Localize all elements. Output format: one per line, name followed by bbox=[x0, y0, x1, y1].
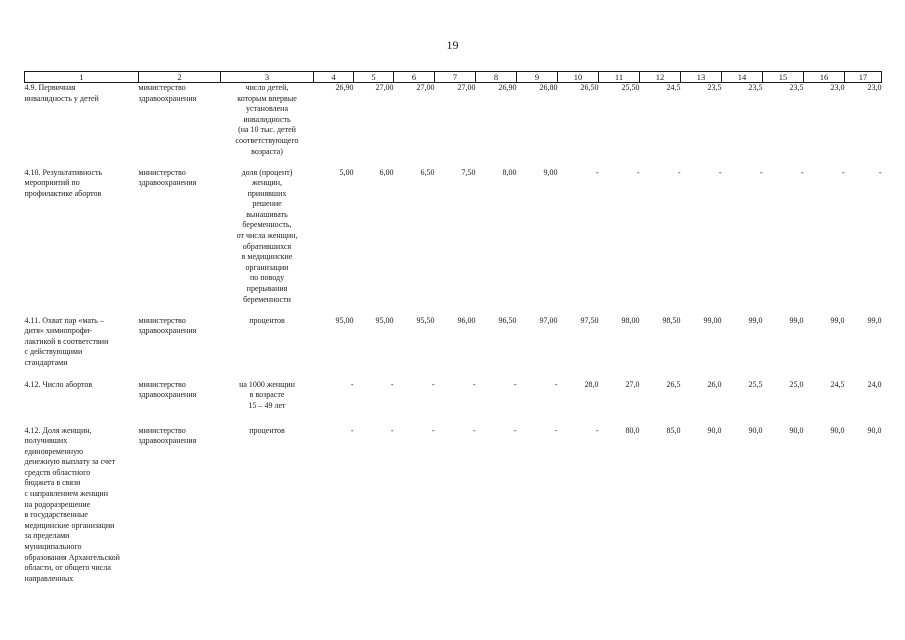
value-cell: - bbox=[390, 425, 394, 435]
unit-of-measure: доля (процент) женщин, принявших решение вынашивать беременность, от числа женщин, обратившихся в медицинские организации по поводу прерывания беременности bbox=[236, 167, 298, 304]
column-number-header: 10 bbox=[558, 72, 599, 83]
value-cell: - bbox=[841, 167, 845, 177]
value-cell: - bbox=[677, 167, 681, 177]
value-cell: - bbox=[800, 167, 804, 177]
value-cell: 96,50 bbox=[498, 315, 517, 325]
value-cell: 80,0 bbox=[625, 425, 640, 435]
value-cell: 90,0 bbox=[789, 425, 804, 435]
value-cell: - bbox=[350, 379, 354, 389]
value-cell: 26,5 bbox=[666, 379, 681, 389]
value-cell: 95,00 bbox=[375, 315, 394, 325]
value-cell: 25,0 bbox=[789, 379, 804, 389]
value-cell: - bbox=[350, 425, 354, 435]
executor: министерство здравоохранения bbox=[138, 425, 197, 446]
indicator-name: 4.12. Число абортов bbox=[24, 379, 93, 389]
unit-of-measure: число детей, которым впервые установлена инвалидность (на 10 тыс. детей соответствующего возраста) bbox=[235, 83, 299, 156]
value-cell: 24,5 bbox=[830, 379, 845, 389]
value-cell: - bbox=[472, 379, 476, 389]
column-number-header: 8 bbox=[476, 72, 517, 83]
value-cell: 8,00 bbox=[502, 167, 517, 177]
column-number-header: 7 bbox=[435, 72, 476, 83]
value-cell: 99,0 bbox=[789, 315, 804, 325]
column-number-header: 14 bbox=[722, 72, 763, 83]
value-cell: 99,00 bbox=[703, 315, 722, 325]
value-cell: 26,0 bbox=[707, 379, 722, 389]
value-cell: - bbox=[759, 167, 763, 177]
value-cell: - bbox=[595, 425, 599, 435]
column-number-header: 6 bbox=[394, 72, 435, 83]
value-cell: - bbox=[718, 167, 722, 177]
value-cell: 95,50 bbox=[416, 315, 435, 325]
column-number-header: 3 bbox=[221, 72, 314, 83]
table-row bbox=[25, 83, 882, 168]
executor: министерство здравоохранения bbox=[138, 83, 197, 103]
value-cell: 23,5 bbox=[707, 83, 722, 92]
value-cell: 24,0 bbox=[867, 379, 882, 389]
value-cell: 90,0 bbox=[707, 425, 722, 435]
executor: министерство здравоохранения bbox=[138, 379, 197, 400]
value-cell: 6,00 bbox=[379, 167, 394, 177]
value-cell: 95,00 bbox=[335, 315, 354, 325]
value-cell: 97,50 bbox=[580, 315, 599, 325]
value-cell: - bbox=[595, 167, 599, 177]
value-cell: - bbox=[472, 425, 476, 435]
value-cell: 26,50 bbox=[580, 83, 599, 92]
column-number-header: 17 bbox=[845, 72, 882, 83]
unit-of-measure: процентов bbox=[249, 425, 285, 435]
value-cell: - bbox=[390, 379, 394, 389]
value-cell: 90,0 bbox=[867, 425, 882, 435]
table-body bbox=[25, 83, 882, 585]
value-cell: 27,00 bbox=[416, 83, 435, 92]
column-number-header: 12 bbox=[640, 72, 681, 83]
indicator-name: 4.9. Первичная инвалидность у детей bbox=[24, 83, 99, 103]
value-cell: - bbox=[513, 425, 517, 435]
value-cell: 23,0 bbox=[867, 83, 882, 92]
column-number-header: 1 bbox=[25, 72, 139, 83]
unit-of-measure: на 1000 женщин в возрасте 15 – 49 лет bbox=[239, 379, 295, 410]
value-cell: 24,5 bbox=[666, 83, 681, 92]
value-cell: 28,0 bbox=[584, 379, 599, 389]
table-row bbox=[25, 168, 882, 316]
value-cell: 90,0 bbox=[748, 425, 763, 435]
value-cell: 99,0 bbox=[748, 315, 763, 325]
value-cell: - bbox=[554, 425, 558, 435]
indicator-name: 4.12. Доля женщин, получивших единовременную денежную выплату за счет средств областного бюджета в связи с направлением женщин на родоразрешение в государственные медицинские организации за пределами муниципального образования Архангельской области, от общего числа направленных bbox=[24, 425, 120, 583]
value-cell: 7,50 bbox=[461, 167, 476, 177]
value-cell: 96,00 bbox=[457, 315, 476, 325]
column-number-header: 13 bbox=[681, 72, 722, 83]
column-number-header: 16 bbox=[804, 72, 845, 83]
value-cell: - bbox=[554, 379, 558, 389]
value-cell: 26,90 bbox=[498, 83, 517, 92]
value-cell: 99,0 bbox=[867, 315, 882, 325]
unit-of-measure: процентов bbox=[249, 315, 285, 325]
value-cell: 6,50 bbox=[420, 167, 435, 177]
value-cell: 98,00 bbox=[621, 315, 640, 325]
value-cell: - bbox=[431, 425, 435, 435]
value-cell: 23,5 bbox=[748, 83, 763, 92]
value-cell: 26,80 bbox=[539, 83, 558, 92]
table-header bbox=[25, 72, 882, 83]
value-cell: - bbox=[878, 167, 882, 177]
table-row bbox=[25, 316, 882, 380]
column-number-header: 11 bbox=[599, 72, 640, 83]
table-row bbox=[25, 380, 882, 426]
value-cell: 23,0 bbox=[830, 83, 845, 92]
executor: министерство здравоохранения bbox=[138, 167, 197, 188]
column-number-header: 4 bbox=[314, 72, 354, 83]
column-number-header: 2 bbox=[139, 72, 221, 83]
column-number-header: 9 bbox=[517, 72, 558, 83]
indicators-table bbox=[24, 71, 882, 584]
executor: министерство здравоохранения bbox=[138, 315, 197, 336]
value-cell: 99,0 bbox=[830, 315, 845, 325]
value-cell: 26,90 bbox=[335, 83, 354, 92]
value-cell: 27,00 bbox=[375, 83, 394, 92]
value-cell: 9,00 bbox=[543, 167, 558, 177]
value-cell: 98,50 bbox=[662, 315, 681, 325]
value-cell: 27,00 bbox=[457, 83, 476, 92]
value-cell: 90,0 bbox=[830, 425, 845, 435]
value-cell: 5,00 bbox=[339, 167, 354, 177]
indicator-name: 4.11. Охват пар «мать – дитя» химиопрофи- лактикой в соответствии с действующими стандартами bbox=[24, 315, 109, 367]
value-cell: - bbox=[636, 167, 640, 177]
value-cell: 25,50 bbox=[621, 83, 640, 92]
value-cell: 23,5 bbox=[789, 83, 804, 92]
indicator-name: 4.10. Результативность мероприятий по профилактике абортов bbox=[24, 167, 103, 198]
value-cell: - bbox=[513, 379, 517, 389]
value-cell: 25,5 bbox=[748, 379, 763, 389]
value-cell: 27,0 bbox=[625, 379, 640, 389]
column-number-header: 5 bbox=[354, 72, 394, 83]
header-row bbox=[25, 72, 882, 83]
value-cell: - bbox=[431, 379, 435, 389]
table-row bbox=[25, 426, 882, 585]
value-cell: 97,00 bbox=[539, 315, 558, 325]
page-number: 19 bbox=[446, 38, 459, 52]
column-number-header: 15 bbox=[763, 72, 804, 83]
value-cell: 85,0 bbox=[666, 425, 681, 435]
